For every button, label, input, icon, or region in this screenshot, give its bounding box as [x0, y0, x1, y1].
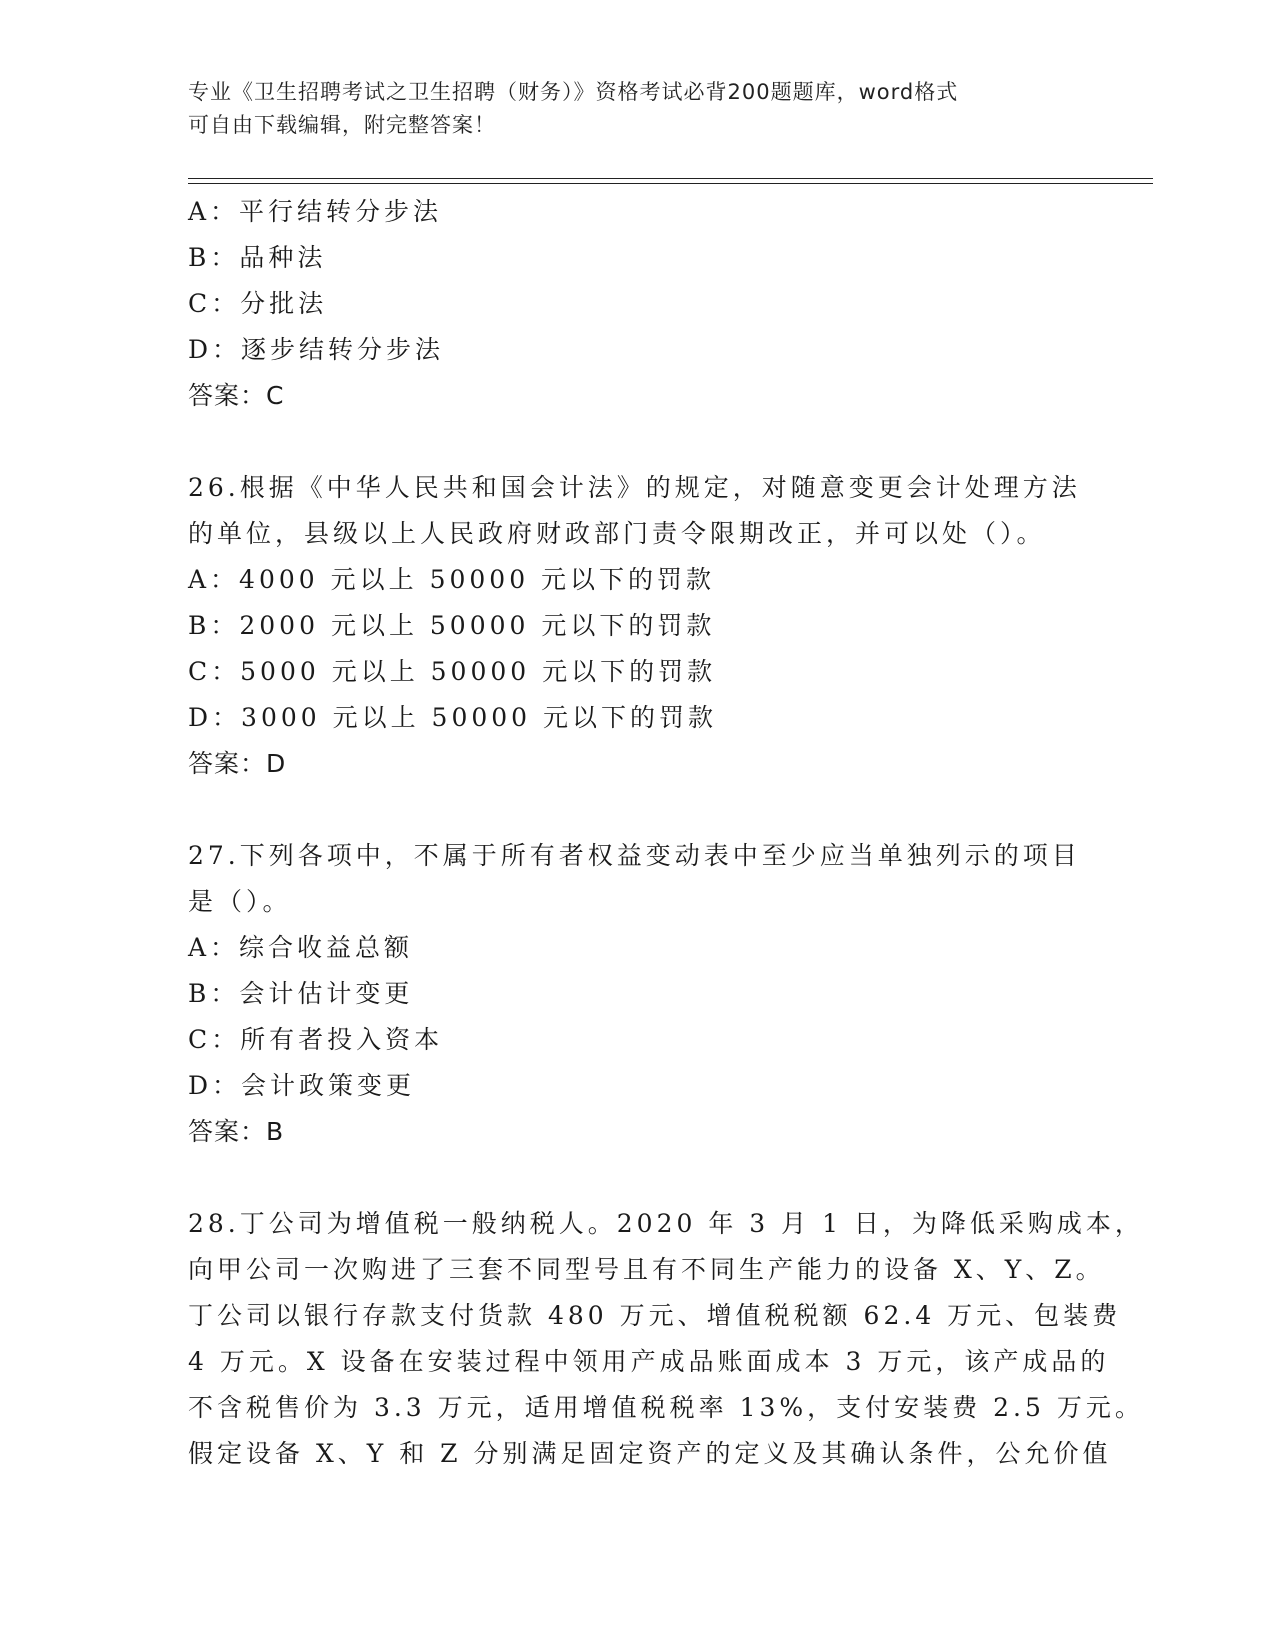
- question-stem-line: 丁公司以银行存款支付货款 480 万元、增值税税额 62.4 万元、包装费: [188, 1301, 1122, 1330]
- option-d: D：3000 元以上 50000 元以下的罚款: [188, 703, 718, 732]
- header-divider-bottom: [188, 183, 1153, 184]
- answer: 答案：C: [188, 381, 285, 410]
- question-stem-line: 的单位，县级以上人民政府财政部门责令限期改正，并可以处（）。: [188, 519, 1046, 548]
- question-stem-line: 28.丁公司为增值税一般纳税人。2020 年 3 月 1 日，为降低采购成本，: [188, 1209, 1144, 1238]
- question-stem-line: 4 万元。X 设备在安装过程中领用产成品账面成本 3 万元，该产成品的: [188, 1347, 1110, 1376]
- question-stem-line: 26.根据《中华人民共和国会计法》的规定，对随意变更会计处理方法: [188, 473, 1081, 502]
- option-c: C：所有者投入资本: [188, 1025, 444, 1054]
- header-divider-top: [188, 178, 1153, 179]
- question-26: [188, 465, 1088, 787]
- option-d: D：逐步结转分步法: [188, 335, 445, 364]
- question-stem-line: 向甲公司一次购进了三套不同型号且有不同生产能力的设备 X、Y、Z。: [188, 1255, 1105, 1284]
- spacer: [188, 419, 1088, 465]
- document-body: [188, 189, 1144, 1477]
- document-header: [188, 76, 1068, 142]
- option-b: B：2000 元以上 50000 元以下的罚款: [188, 611, 716, 640]
- option-a: A：4000 元以上 50000 元以下的罚款: [188, 565, 716, 594]
- spacer: [188, 1155, 1088, 1201]
- header-line-2: 可自由下载编辑，附完整答案！: [188, 113, 496, 137]
- question-28: [188, 1201, 1144, 1477]
- option-b: B：会计估计变更: [188, 979, 414, 1008]
- option-d: D：会计政策变更: [188, 1071, 416, 1100]
- question-27: [188, 833, 1088, 1155]
- option-a: A：平行结转分步法: [188, 197, 443, 226]
- option-c: C：分批法: [188, 289, 328, 318]
- option-a: A：综合收益总额: [188, 933, 414, 962]
- option-c: C：5000 元以上 50000 元以下的罚款: [188, 657, 717, 686]
- question-25: [188, 189, 1088, 419]
- question-stem-line: 假定设备 X、Y 和 Z 分别满足固定资产的定义及其确认条件，公允价值: [188, 1439, 1112, 1468]
- header-line-1: 专业《卫生招聘考试之卫生招聘（财务）》资格考试必背200题题库，word格式: [188, 80, 959, 104]
- option-b: B：品种法: [188, 243, 327, 272]
- answer: 答案：D: [188, 749, 287, 778]
- question-stem-line: 不含税售价为 3.3 万元，适用增值税税率 13%，支付安装费 2.5 万元。: [188, 1393, 1144, 1422]
- spacer: [188, 787, 1088, 833]
- answer: 答案：B: [188, 1117, 285, 1146]
- question-stem-line: 27.下列各项中，不属于所有者权益变动表中至少应当单独列示的项目: [188, 841, 1081, 870]
- question-stem-line: 是（）。: [188, 887, 292, 916]
